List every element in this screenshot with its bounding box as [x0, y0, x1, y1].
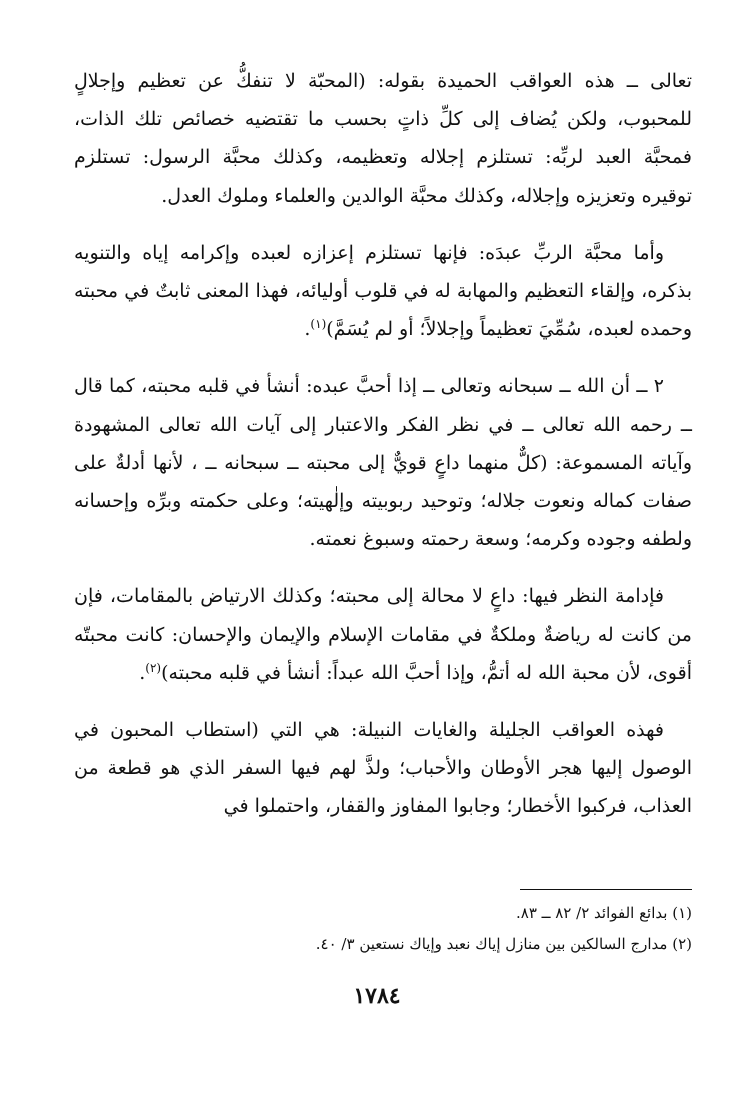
footnotes — [74, 898, 692, 960]
paragraph-5-text: فهذه العواقب الجليلة والغايات النبيلة: هي التي (استطاب المحبون في الوصول إليها هجر الأوطان والأحباب؛ ولذَّ لهم فيها السفر الذي هو قطعة من العذاب، فركبوا الأخطار؛ وجابوا المفاوز والقفار، واحتملوا في — [74, 719, 692, 818]
footnote-divider — [520, 889, 692, 890]
paragraph-5 — [74, 711, 692, 826]
footnote-2: (٢) مدارج السالكين بين منازل إياك نعبد وإياك نستعين ٣/ ٤٠. — [315, 935, 692, 953]
page-number: ١٧٨٤ — [353, 983, 401, 1009]
paragraph-1-text: تعالى ــ هذه العواقب الحميدة بقوله: (المحبّة لا تنفكُّ عن تعظيم وإجلالٍ للمحبوب، ولكن يُضاف إلى كلِّ ذاتٍ بحسب ما تقتضيه خصائص تلك الذات، فمحبَّة العبد لربِّه: تستلزم إجلاله وتعظيمه، وكذلك محبَّة الرسول: تستلزم توقيره وتعزيزه وإجلاله، وكذلك محبَّة الوالدين والعلماء وملوك العدل. — [74, 70, 692, 207]
paragraph-4-text: فإدامة النظر فيها: داعٍ لا محالة إلى محبته؛ وكذلك الارتياض بالمقامات، فإن من كانت له رياضةٌ وملكةٌ في مقامات الإسلام والإيمان والإحسان: كانت محبتّه أقوى، لأن محبة الله له أتمُّ، وإذا أحبَّ الله عبداً: أنشأ في قلبه محبته) — [74, 585, 692, 684]
paragraph-3 — [74, 367, 692, 558]
paragraph-1 — [74, 62, 692, 215]
paragraph-2 — [74, 234, 692, 349]
footnote-ref-1: (١) — [310, 317, 327, 332]
main-text — [74, 62, 692, 826]
footnote-1: (١) بدائع الفوائد ٢/ ٨٢ ــ ٨٣. — [516, 904, 692, 922]
paragraph-3-text: ٢ ــ أن الله ــ سبحانه وتعالى ــ إذا أحبَّ عبده: أنشأ في قلبه محبته، كما قال ــ رحمه الله تعالى ــ في نظر الفكر والاعتبار إلى آيات الله تعالى المشهودة وآياته المسموعة: (كلٌّ منهما داعٍ قويٌّ إلى محبته ــ سبحانه ــ ، لأنها أدلةٌ على صفات كماله ونعوت جلاله؛ وتوحيد ربوبيته وإلٰهيته؛ وعلى حكمته وبرِّه وإحسانه ولطفه وجوده وكرمه؛ وسعة رحمته وسبوغ نعمته. — [74, 375, 692, 551]
paragraph-2-text: وأما محبَّة الربِّ عبدَه: فإنها تستلزم إعزازه لعبده وإكرامه إياه والتنويه بذكره، وإلقاء التعظيم والمهابة له في قلوب أوليائه، فهذا المعنى ثابتٌ في محبته وحمده لعبده، سُمِّيَ تعظيماً وإجلالاً؛ أو لم يُسَمَّ) — [74, 241, 692, 341]
footnote-ref-2: (٢) — [145, 660, 162, 675]
paragraph-4-end: . — [139, 661, 146, 684]
paragraph-2-end: . — [304, 318, 311, 341]
paragraph-4 — [74, 577, 692, 692]
